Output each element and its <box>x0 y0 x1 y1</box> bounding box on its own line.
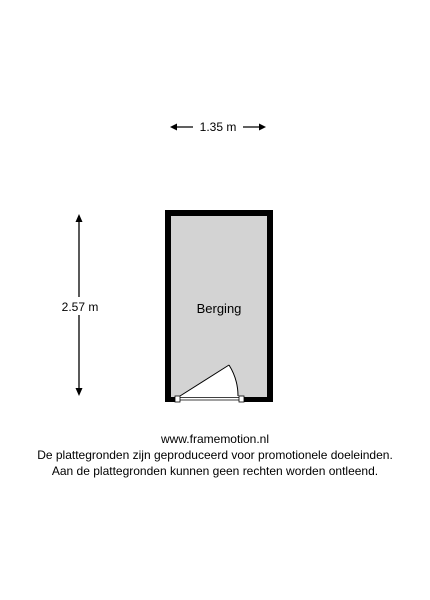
width-arrow-right-head <box>259 124 266 131</box>
room-label: Berging <box>196 301 242 316</box>
width-dimension <box>170 120 266 134</box>
door-opening <box>177 396 241 402</box>
footer-disclaimer-2: Aan de plattegronden kunnen geen rechten worden ontleend. <box>51 464 379 478</box>
footer-url: www.framemotion.nl <box>160 432 270 446</box>
footer-disclaimer-1: De plattegronden zijn geproduceerd voor promotionele doeleinden. <box>37 448 393 462</box>
height-dimension <box>56 214 104 396</box>
door-jamb-right <box>239 396 244 402</box>
height-arrow-bottom-head <box>76 388 83 396</box>
room-berging <box>165 210 273 402</box>
width-arrow-left-head <box>170 124 177 131</box>
width-label: 1.35 m <box>199 120 237 134</box>
height-arrow-top-head <box>76 214 83 222</box>
height-label: 2.57 m <box>61 300 99 314</box>
door-jamb-left <box>175 396 180 402</box>
